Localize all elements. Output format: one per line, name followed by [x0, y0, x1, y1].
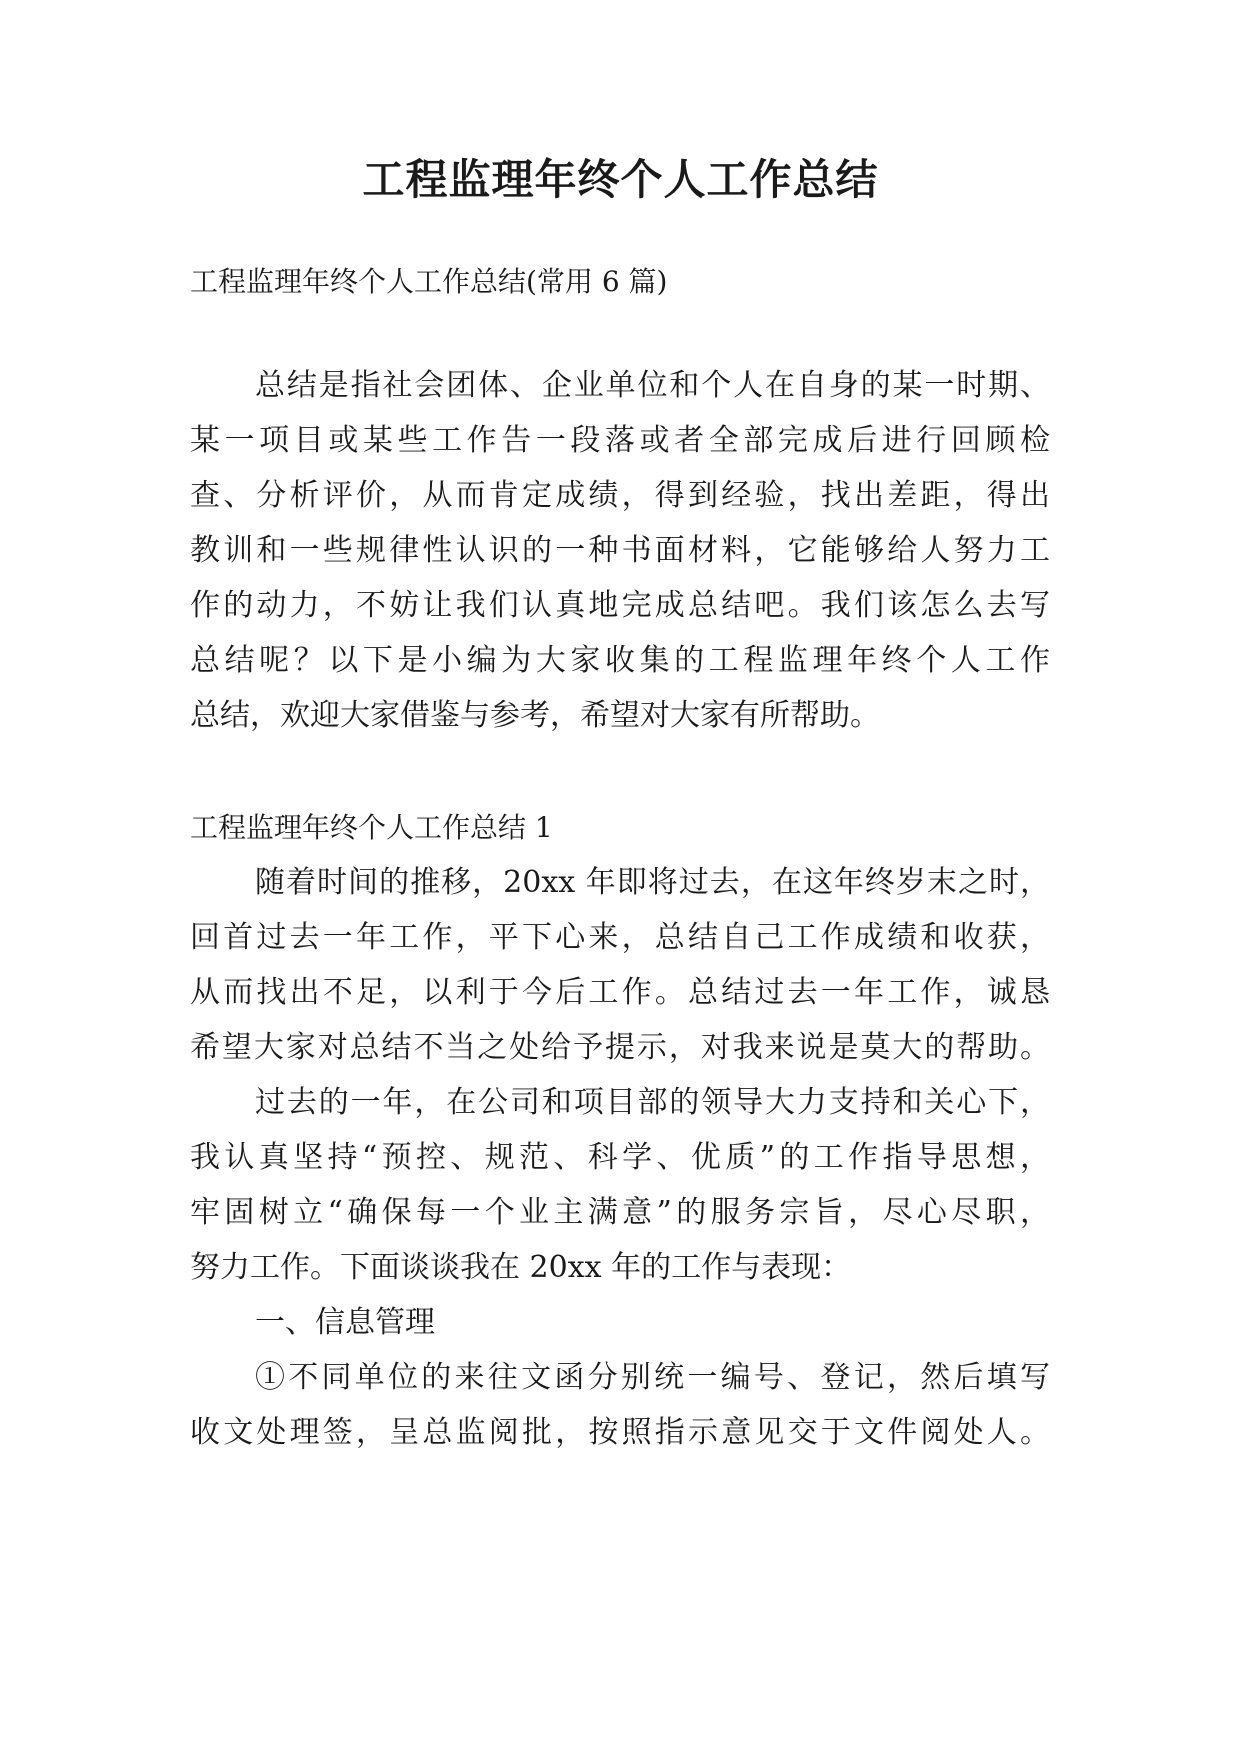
body-line: 过去的一年，在公司和项目部的领导大力支持和关心下， [255, 1085, 1050, 1120]
body-line: 回首过去一年工作，平下心来，总结自己工作成绩和收获， [190, 920, 1050, 955]
body-line: 我认真坚持“预控、规范、科学、优质”的工作指导思想， [190, 1140, 1050, 1175]
body-line: 希望大家对总结不当之处给予提示，对我来说是莫大的帮助。 [190, 1030, 1050, 1065]
subheading: 一、信息管理 [255, 1305, 435, 1340]
document-title: 工程监理年终个人工作总结 [362, 155, 879, 204]
intro-line: 作的动力，不妨让我们认真地完成总结吧。我们该怎么去写 [190, 588, 1050, 623]
intro-line: 总结呢？以下是小编为大家收集的工程监理年终个人工作 [190, 643, 1050, 678]
section-heading: 工程监理年终个人工作总结 1 [190, 811, 553, 844]
document-subtitle: 工程监理年终个人工作总结(常用 6 篇) [190, 265, 668, 298]
intro-line: 查、分析评价，从而肯定成绩，得到经验，找出差距，得出 [190, 478, 1050, 513]
body-line: 随着时间的推移，20xx 年即将过去，在这年终岁末之时， [255, 865, 1050, 900]
intro-line: 某一项目或某些工作告一段落或者全部完成后进行回顾检 [190, 423, 1050, 458]
intro-line: 总结是指社会团体、企业单位和个人在自身的某一时期、 [255, 368, 1050, 403]
intro-line: 教训和一些规律性认识的一种书面材料，它能够给人努力工 [190, 533, 1050, 568]
body-line: 牢固树立“确保每一个业主满意”的服务宗旨，尽心尽职， [190, 1195, 1050, 1230]
body-line: 从而找出不足，以利于今后工作。总结过去一年工作，诚恳 [190, 975, 1050, 1010]
intro-line: 总结，欢迎大家借鉴与参考，希望对大家有所帮助。 [190, 698, 880, 733]
body-line: 收文处理签，呈总监阅批，按照指示意见交于文件阅处人。 [190, 1415, 1050, 1450]
body-line: 努力工作。下面谈谈我在 20xx 年的工作与表现： [190, 1250, 852, 1285]
body-line: ①不同单位的来往文函分别统一编号、登记，然后填写 [255, 1360, 1050, 1395]
